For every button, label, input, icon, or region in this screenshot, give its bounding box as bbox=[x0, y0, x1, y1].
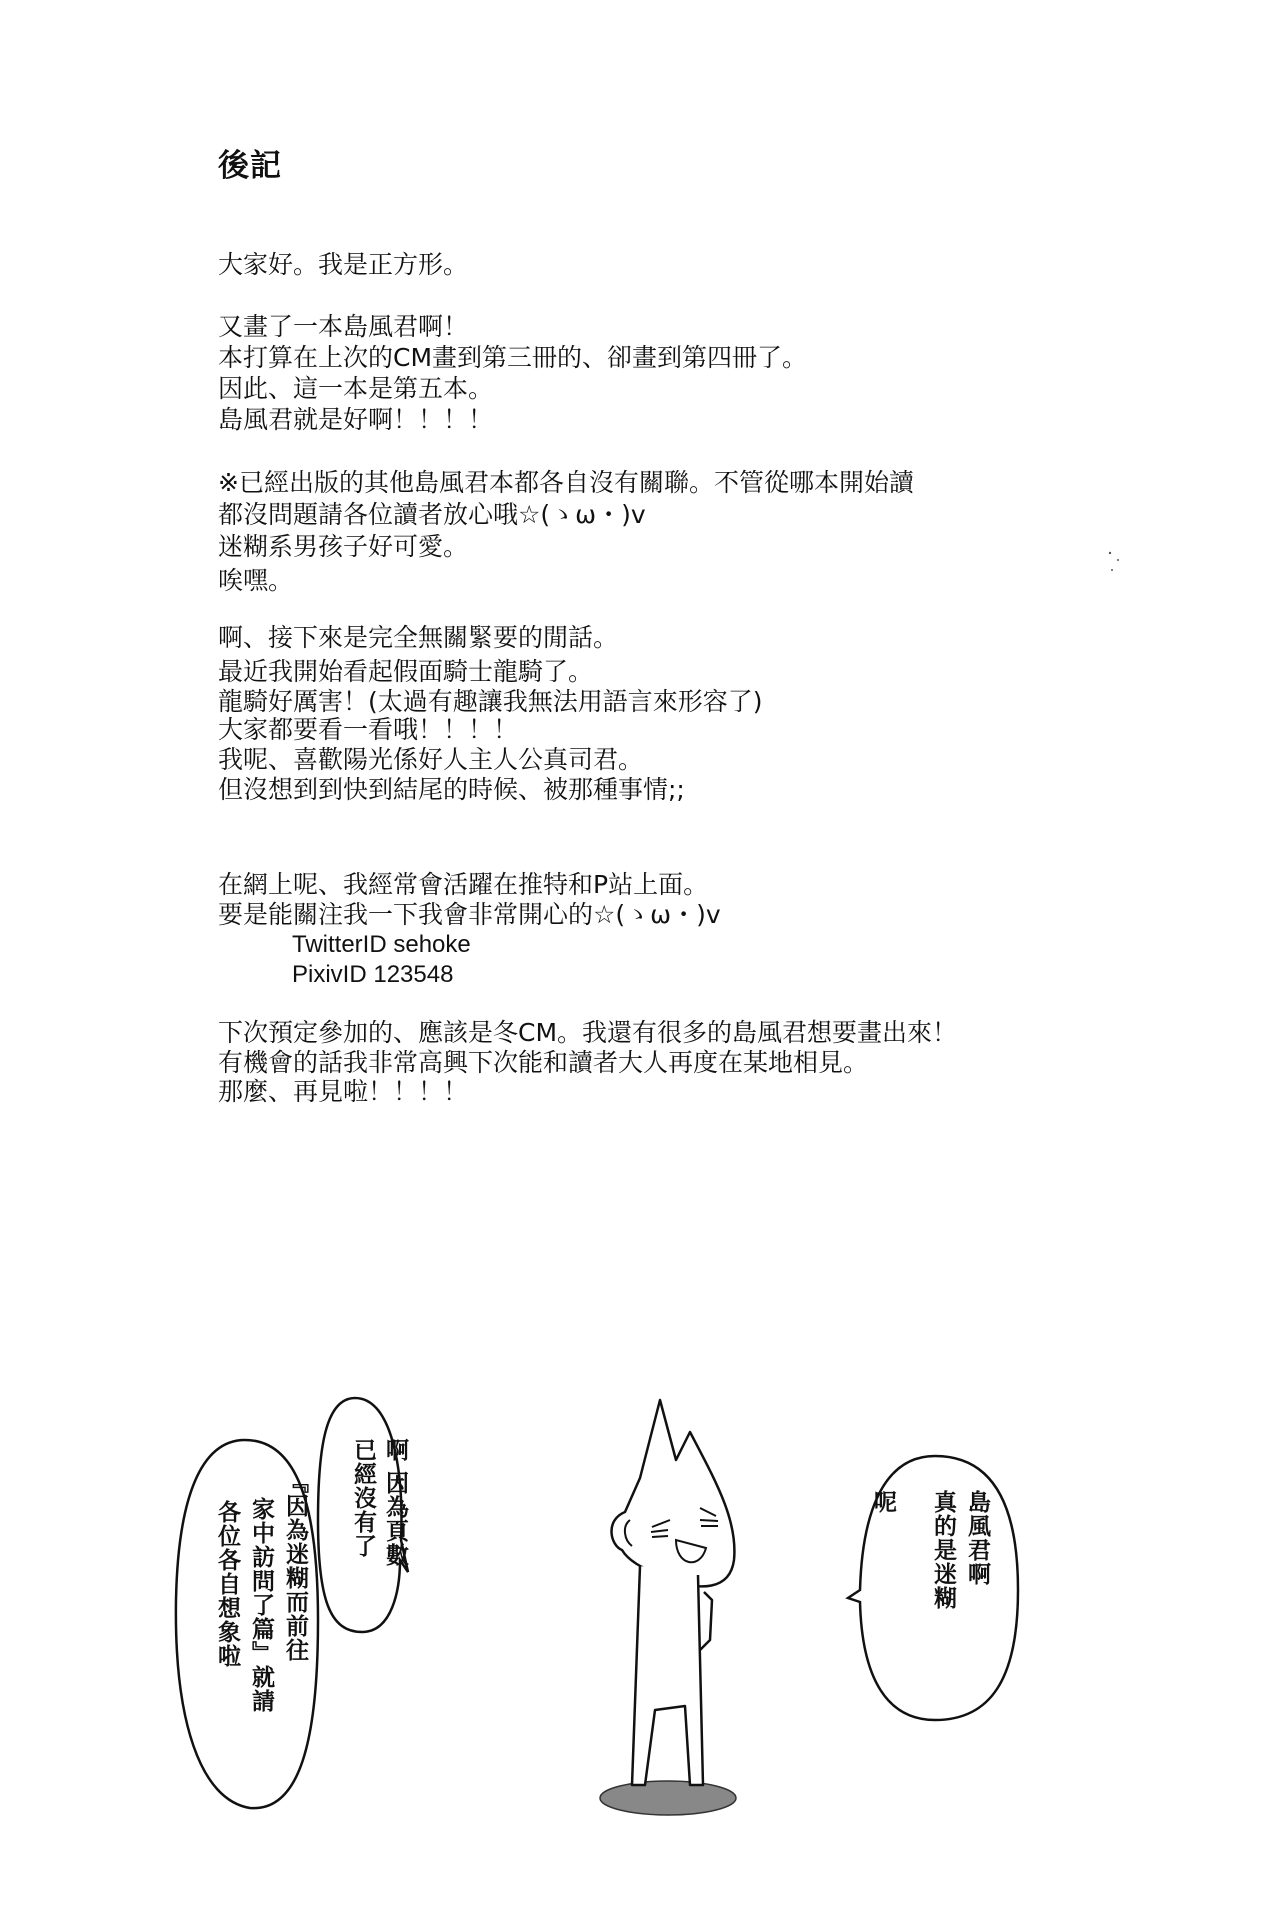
text-line: 都沒問題請各位讀者放心哦☆(ゝω・)v bbox=[218, 500, 646, 529]
text-line: 我呢、喜歡陽光係好人主人公真司君。 bbox=[218, 745, 644, 774]
bubble-text: 島風君啊 bbox=[964, 1490, 990, 1586]
character-figure bbox=[611, 1400, 734, 1785]
text-line: 但沒想到到快到結尾的時候、被那種事情;; bbox=[218, 775, 685, 804]
bubble-text: 真的是迷糊 bbox=[930, 1490, 956, 1610]
bubble-text: 呢 bbox=[870, 1490, 896, 1514]
text-line: 又畫了一本島風君啊！ bbox=[218, 312, 469, 341]
text-line: 下次預定參加的、應該是冬CM。我還有很多的島風君想要畫出來！ bbox=[218, 1018, 958, 1047]
text-line: 唉嘿。 bbox=[218, 566, 294, 595]
text-line: 大家都要看一看哦！！！！ bbox=[218, 715, 519, 744]
text-line: ※已經出版的其他島風君本都各自沒有關聯。不管從哪本開始讀 bbox=[218, 468, 914, 497]
text-line: 迷糊系男孩子好可愛。 bbox=[218, 532, 469, 561]
pixiv-id: PixivID 123548 bbox=[292, 961, 454, 988]
text-line: 最近我開始看起假面騎士龍騎了。 bbox=[218, 657, 594, 686]
bubble-text: 家中訪問了篇』就請 bbox=[248, 1497, 274, 1713]
twitter-id: TwitterID sehoke bbox=[292, 931, 471, 958]
text-line: 本打算在上次的CM畫到第三冊的、卻畫到第四冊了。 bbox=[218, 343, 808, 372]
text-line: 有機會的話我非常高興下次能和讀者大人再度在某地相見。 bbox=[218, 1048, 869, 1077]
bubble-text: 各位各自想象啦 bbox=[214, 1500, 240, 1668]
text-line: 因此、這一本是第五本。 bbox=[218, 374, 494, 403]
ground-shadow bbox=[600, 1781, 736, 1815]
page-title: 後記 bbox=[218, 148, 282, 184]
text-line: 啊、接下來是完全無關緊要的閒話。 bbox=[218, 623, 619, 652]
text-line: 大家好。我是正方形。 bbox=[218, 250, 469, 279]
bubble-text: 啊 因為頁數 bbox=[382, 1438, 408, 1568]
bubble-text: 『因為迷糊而前往 bbox=[282, 1470, 308, 1662]
text-line: 那麼、再見啦！！！！ bbox=[218, 1077, 469, 1106]
text-line: 在網上呢、我經常會活躍在推特和P站上面。 bbox=[218, 870, 709, 899]
bubble-text: 已經沒有了 bbox=[350, 1438, 376, 1558]
text-line: 要是能關注我一下我會非常開心的☆(ゝω・)v bbox=[218, 900, 721, 929]
text-line: 島風君就是好啊！！！！ bbox=[218, 405, 494, 434]
text-line: 龍騎好厲害！(太過有趣讓我無法用語言來形容了) bbox=[218, 687, 763, 716]
